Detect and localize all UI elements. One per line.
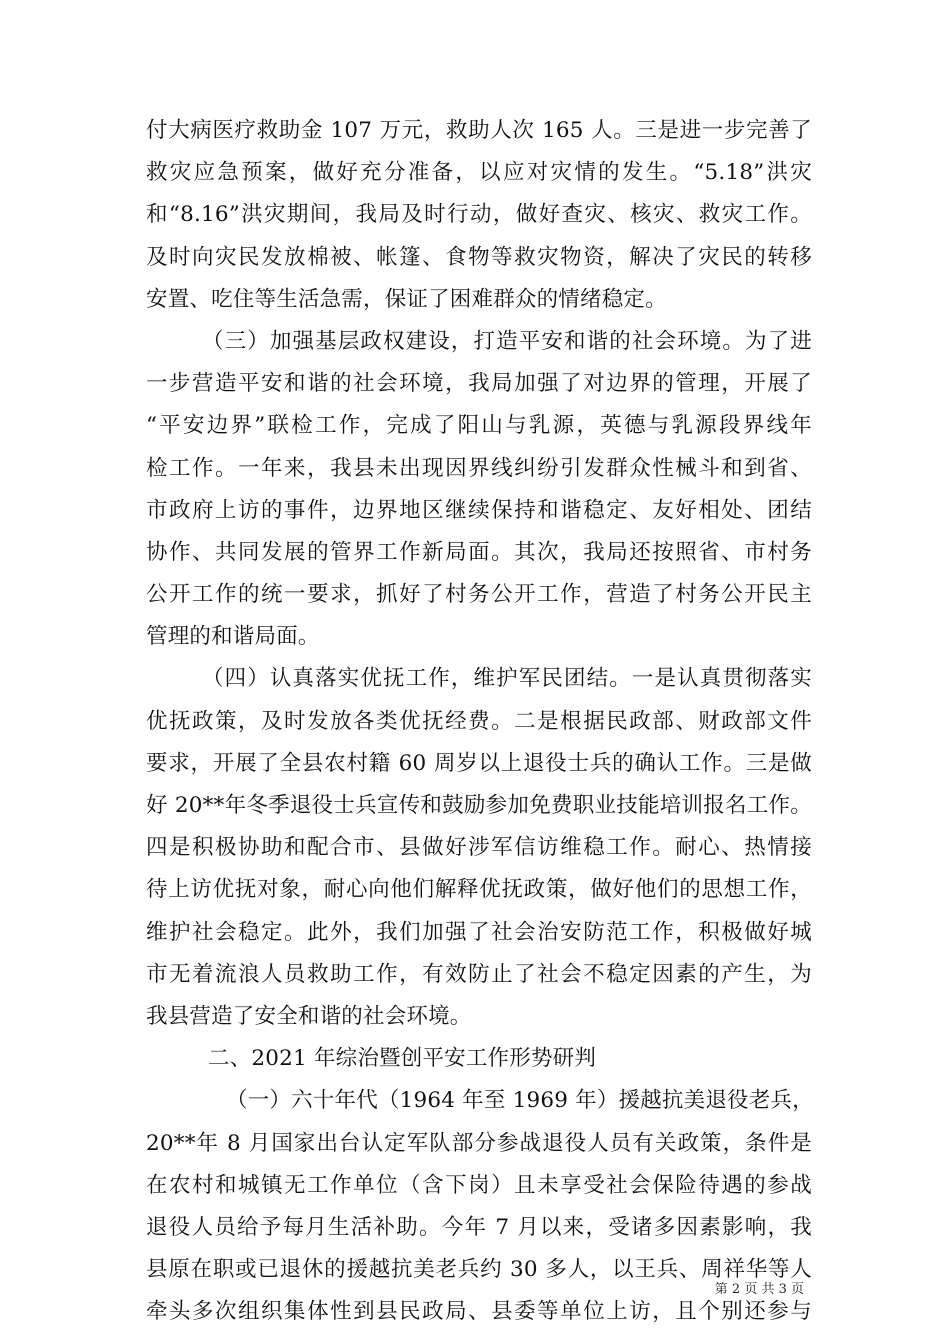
text-line: 救灾应急预案，做好充分准备，以应对灾情的发生。“5.18”洪灾 [146, 160, 812, 186]
page-number-footer: 第 2 页 共 3 页 [714, 1282, 804, 1297]
text-line: 和“8.16”洪灾期间，我局及时行动，做好查灾、核灾、救灾工作。 [146, 202, 812, 228]
text-line: 管理的和谐局面。 [146, 624, 320, 650]
text-line: 市政府上访的事件，边界地区继续保持和谐稳定、友好相处、团结 [146, 497, 812, 523]
text-line: 四是积极协助和配合市、县做好涉军信访维稳工作。耐心、热情接 [146, 835, 812, 861]
text-line: 检工作。一年来，我县未出现因界线纠纷引发群众性械斗和到省、 [146, 455, 812, 481]
section-heading-line: （四）认真落实优抚工作，维护军民团结。一是认真贯彻落实 [202, 666, 812, 692]
text-line: 一步营造平安和谐的社会环境，我局加强了对边界的管理，开展了 [146, 371, 812, 397]
section-heading-line: （一）六十年代（1964 年至 1969 年）援越抗美退役老兵， [226, 1088, 814, 1114]
section-heading-line: （三）加强基层政权建设，打造平安和谐的社会环境。为了进 [202, 328, 812, 354]
text-line: 好 20**年冬季退役士兵宣传和鼓励参加免费职业技能培训报名工作。 [146, 793, 812, 818]
text-line: 在农村和城镇无工作单位（含下岗）且未享受社会保险待遇的参战 [146, 1172, 812, 1198]
chapter-heading: 二、2021 年综治暨创平安工作形势研判 [208, 1046, 597, 1072]
text-line: 公开工作的统一要求，抓好了村务公开工作，营造了村务公开民主 [146, 582, 812, 608]
text-line: 我县营造了安全和谐的社会环境。 [146, 1003, 472, 1029]
text-line: 协作、共同发展的管界工作新局面。其次，我局还按照省、市村务 [146, 539, 812, 565]
text-line: 退役人员给予每月生活补助。今年 7 月以来，受诸多因素影响，我 [146, 1214, 812, 1240]
text-line: 付大病医疗救助金 107 万元，救助人次 165 人。三是进一步完善了 [146, 118, 812, 143]
text-line: 市无着流浪人员救助工作，有效防止了社会不稳定因素的产生，为 [146, 961, 812, 987]
text-line: 牵头多次组织集体性到县民政局、县委等单位上访，且个别还参与 [146, 1299, 812, 1325]
text-line: 安置、吃住等生活急需，保证了困难群众的情绪稳定。 [146, 286, 667, 312]
document-body [146, 110, 812, 1333]
text-line: 20**年 8 月国家出台认定军队部分参战退役人员有关政策，条件是 [146, 1130, 812, 1156]
text-line: 优抚政策，及时发放各类优抚经费。二是根据民政部、财政部文件 [146, 708, 812, 734]
text-line: 维护社会稳定。此外，我们加强了社会治安防范工作，积极做好城 [146, 919, 812, 945]
text-line: 县原在职或已退休的援越抗美老兵约 30 多人，以王兵、周祥华等人 [146, 1257, 812, 1283]
text-line: 待上访优抚对象，耐心向他们解释优抚政策，做好他们的思想工作， [146, 877, 812, 903]
text-line: “平安边界”联检工作，完成了阳山与乳源，英德与乳源段界线年 [146, 413, 812, 439]
text-line: 要求，开展了全县农村籍 60 周岁以上退役士兵的确认工作。三是做 [146, 750, 812, 776]
text-line: 及时向灾民发放棉被、帐篷、食物等救灾物资，解决了灾民的转移 [146, 244, 812, 270]
